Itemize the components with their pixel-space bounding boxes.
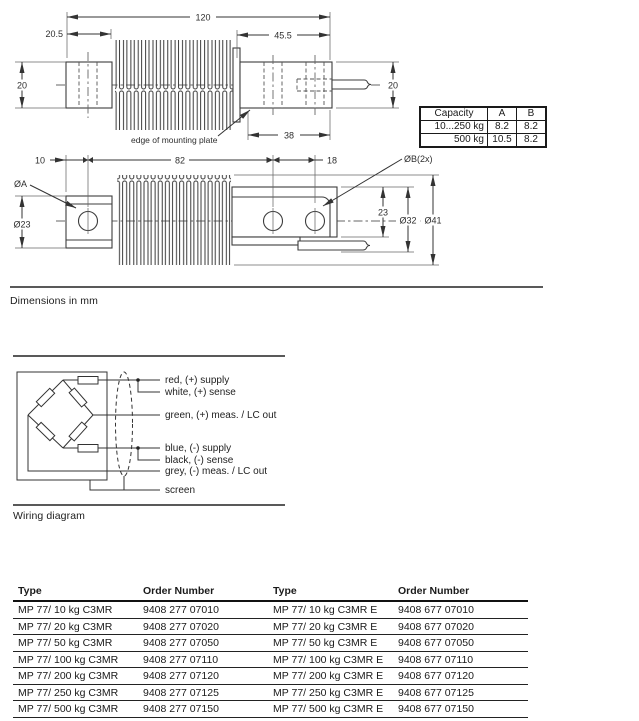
dim-right-end: 45.5	[274, 30, 292, 41]
dim-hole-offset: 10	[34, 155, 45, 166]
dim-block-width: 23	[377, 207, 389, 218]
wire-labels	[164, 375, 277, 496]
table-row	[13, 651, 528, 668]
cell: 9408 277 07020	[138, 618, 268, 635]
wiring-caption: Wiring diagram	[13, 510, 86, 522]
dim-hole-spacing: 18	[327, 155, 338, 166]
cable	[298, 241, 370, 250]
sensor-body-outline	[17, 372, 107, 480]
cell: 9408 277 07125	[138, 684, 268, 701]
capacity-header-row	[420, 107, 546, 121]
cell: MP 77/ 200 kg C3MR E	[268, 668, 393, 685]
wire-label-green: green, (+) meas. / LC out	[165, 410, 277, 421]
capacity-row	[420, 121, 546, 134]
dim-overall-length: 120	[195, 12, 211, 23]
strain-gauge	[36, 422, 55, 440]
cell: 500 kg	[420, 134, 488, 148]
cell: 9408 677 07050	[393, 635, 528, 652]
cell: MP 77/ 10 kg C3MR E	[268, 601, 393, 618]
wire-label-white: white, (+) sense	[165, 387, 236, 398]
capacity-row	[420, 134, 546, 148]
bellows	[115, 40, 233, 130]
cell: 9408 677 07020	[393, 618, 528, 635]
table-row	[13, 684, 528, 701]
cell: 10...250 kg	[420, 121, 488, 134]
dim-left-hole-dia: ØA	[14, 179, 28, 189]
cable	[332, 80, 371, 89]
strain-gauge	[36, 388, 54, 406]
cell: MP 77/ 500 kg C3MR	[13, 701, 138, 718]
compensation-resistor	[78, 445, 98, 453]
cell: 9408 277 07010	[138, 601, 268, 618]
cell: 9408 677 07125	[393, 684, 528, 701]
junction-dot	[136, 378, 140, 382]
order-number-table	[13, 583, 528, 718]
strain-gauge	[69, 388, 87, 407]
cell: 9408 677 07120	[393, 668, 528, 685]
table-row	[13, 618, 528, 635]
dim-body-dia: Ø32	[399, 215, 417, 226]
capacity-header: Capacity	[420, 107, 488, 121]
cell: 9408 277 07050	[138, 635, 268, 652]
order-header-row	[13, 583, 528, 601]
type-header: Type	[268, 583, 393, 601]
dim-hole-dia: ØB(2x)	[404, 154, 433, 164]
top-view-drawing	[10, 154, 445, 265]
cable-screen-oval	[116, 372, 133, 476]
cell: MP 77/ 250 kg C3MR	[13, 684, 138, 701]
wire-label-blue: blue, (-) supply	[165, 443, 232, 454]
cell: MP 77/ 20 kg C3MR E	[268, 618, 393, 635]
bellows-end-plate	[233, 48, 240, 122]
cell: MP 77/ 200 kg C3MR	[13, 668, 138, 685]
cell: MP 77/ 50 kg C3MR E	[268, 635, 393, 652]
wire-label-black: black, (-) sense	[165, 455, 234, 466]
cell: MP 77/ 500 kg C3MR E	[268, 701, 393, 718]
right-block	[232, 187, 337, 237]
left-cylinder	[66, 62, 112, 108]
table-row	[13, 701, 528, 718]
cell: MP 77/ 20 kg C3MR	[13, 618, 138, 635]
cell: MP 77/ 50 kg C3MR	[13, 635, 138, 652]
type-header: Type	[13, 583, 138, 601]
dim-height-left: 20	[16, 80, 28, 91]
cell: 8.2	[517, 134, 547, 148]
cell: 9408 277 07150	[138, 701, 268, 718]
cell: MP 77/ 100 kg C3MR	[13, 651, 138, 668]
cell: MP 77/ 10 kg C3MR	[13, 601, 138, 618]
wire-label-grey: grey, (-) meas. / LC out	[165, 466, 268, 477]
mounting-plate-note: edge of mounting plate	[131, 135, 218, 145]
table-row	[13, 668, 528, 685]
dim-bellows-dia: Ø41	[424, 215, 442, 226]
dimensions-caption: Dimensions in mm	[10, 295, 98, 307]
right-block	[240, 62, 332, 108]
cell: 8.2	[488, 121, 517, 134]
junction-dot	[136, 446, 140, 450]
table-row	[13, 601, 528, 618]
dim-height-right: 20	[387, 80, 399, 91]
cell: 8.2	[517, 121, 547, 134]
dim-bellows-length: 82	[174, 155, 186, 166]
col-b-header: B	[517, 107, 547, 121]
cell: 9408 677 07110	[393, 651, 528, 668]
wire-label-red: red, (+) supply	[165, 375, 230, 386]
capacity-table	[419, 106, 547, 148]
cell: MP 77/ 250 kg C3MR E	[268, 684, 393, 701]
cell: 9408 677 07010	[393, 601, 528, 618]
order-number-header: Order Number	[138, 583, 268, 601]
bellows	[117, 175, 231, 265]
strain-gauge	[69, 422, 87, 441]
wiring-diagram	[0, 350, 420, 510]
cell: 9408 677 07150	[393, 701, 528, 718]
side-view-drawing	[12, 12, 403, 146]
col-a-header: A	[488, 107, 517, 121]
lower-plate	[232, 237, 300, 245]
dim-end-dia: Ø23	[13, 219, 31, 230]
dim-mount-offset: 38	[283, 130, 295, 141]
cell: 9408 277 07110	[138, 651, 268, 668]
table-row	[13, 635, 528, 652]
dim-left-end: 20.5	[45, 29, 63, 39]
wheatstone-bridge	[28, 380, 93, 448]
wire-label-screen: screen	[165, 485, 196, 496]
cell: 9408 277 07120	[138, 668, 268, 685]
order-number-header: Order Number	[393, 583, 528, 601]
cell: 10.5	[488, 134, 517, 148]
compensation-resistor	[78, 377, 98, 385]
cell: MP 77/ 100 kg C3MR E	[268, 651, 393, 668]
